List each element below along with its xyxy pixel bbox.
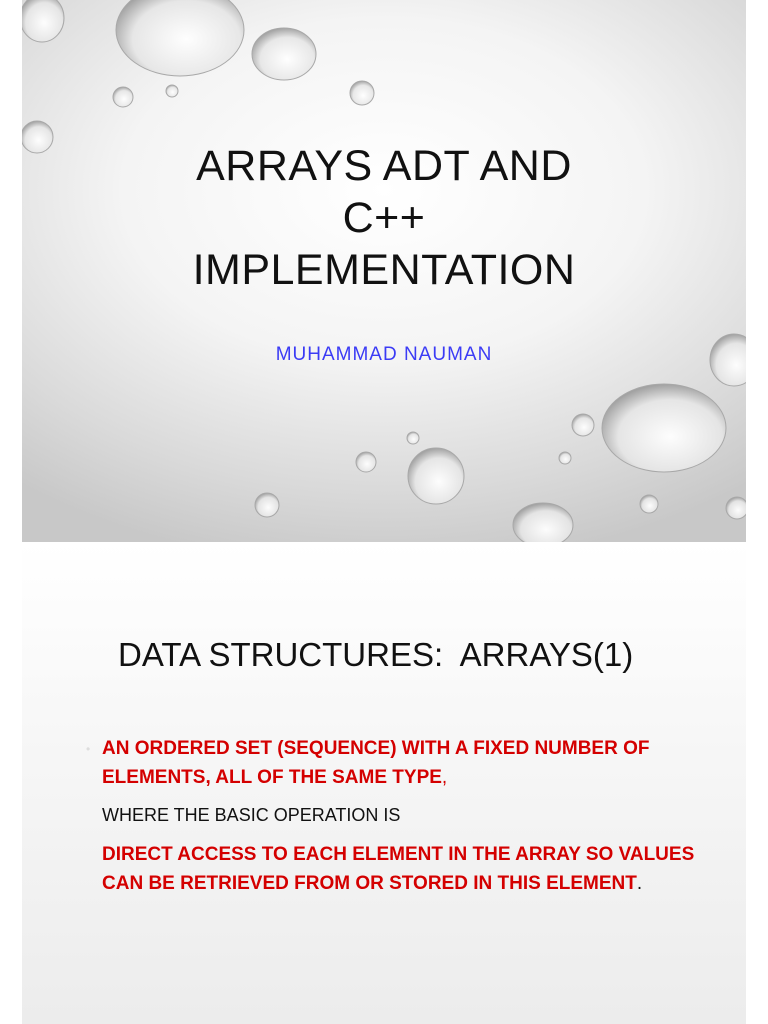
slide-title <box>22 140 746 296</box>
water-drop <box>513 503 573 542</box>
water-drop <box>559 452 571 464</box>
water-drop <box>572 414 594 436</box>
water-drop <box>116 0 244 76</box>
water-drop <box>640 495 658 513</box>
water-drop <box>252 28 316 80</box>
author-name: MUHAMMAD NAUMAN <box>275 344 493 365</box>
water-drop <box>166 85 178 97</box>
water-drop <box>113 87 133 107</box>
water-drop <box>407 432 419 444</box>
definition-punctuation: , <box>441 767 448 788</box>
title-line: ARRAYS ADT AND <box>196 142 572 190</box>
definition-text: AN ORDERED SET (SEQUENCE) WITH A FIXED NUMBER OF ELEMENTS, ALL OF THE SAME TYPE <box>102 738 650 788</box>
operation-intro: WHERE THE BASIC OPERATION IS <box>102 805 401 825</box>
water-drop <box>726 497 746 519</box>
water-drop <box>22 0 64 42</box>
operation-punctuation: . <box>636 873 643 894</box>
content-slide <box>22 542 746 1024</box>
bullet-marker: • <box>86 742 91 756</box>
slide-heading: DATA STRUCTURES: ARRAYS(1) <box>118 636 634 673</box>
title-line: IMPLEMENTATION <box>192 246 576 294</box>
water-drop <box>356 452 376 472</box>
operation-text: DIRECT ACCESS TO EACH ELEMENT IN THE ARRAY SO VALUES CAN BE RETRIEVED FROM OR STORED IN THIS ELEMENT <box>102 844 695 894</box>
title-slide <box>22 0 746 542</box>
water-drop <box>602 384 726 472</box>
title-line: C++ <box>342 194 426 242</box>
water-drop <box>255 493 279 517</box>
operation-paragraph <box>102 840 702 898</box>
water-drop <box>350 81 374 105</box>
definition-paragraph <box>102 734 702 792</box>
water-drop <box>408 448 464 504</box>
